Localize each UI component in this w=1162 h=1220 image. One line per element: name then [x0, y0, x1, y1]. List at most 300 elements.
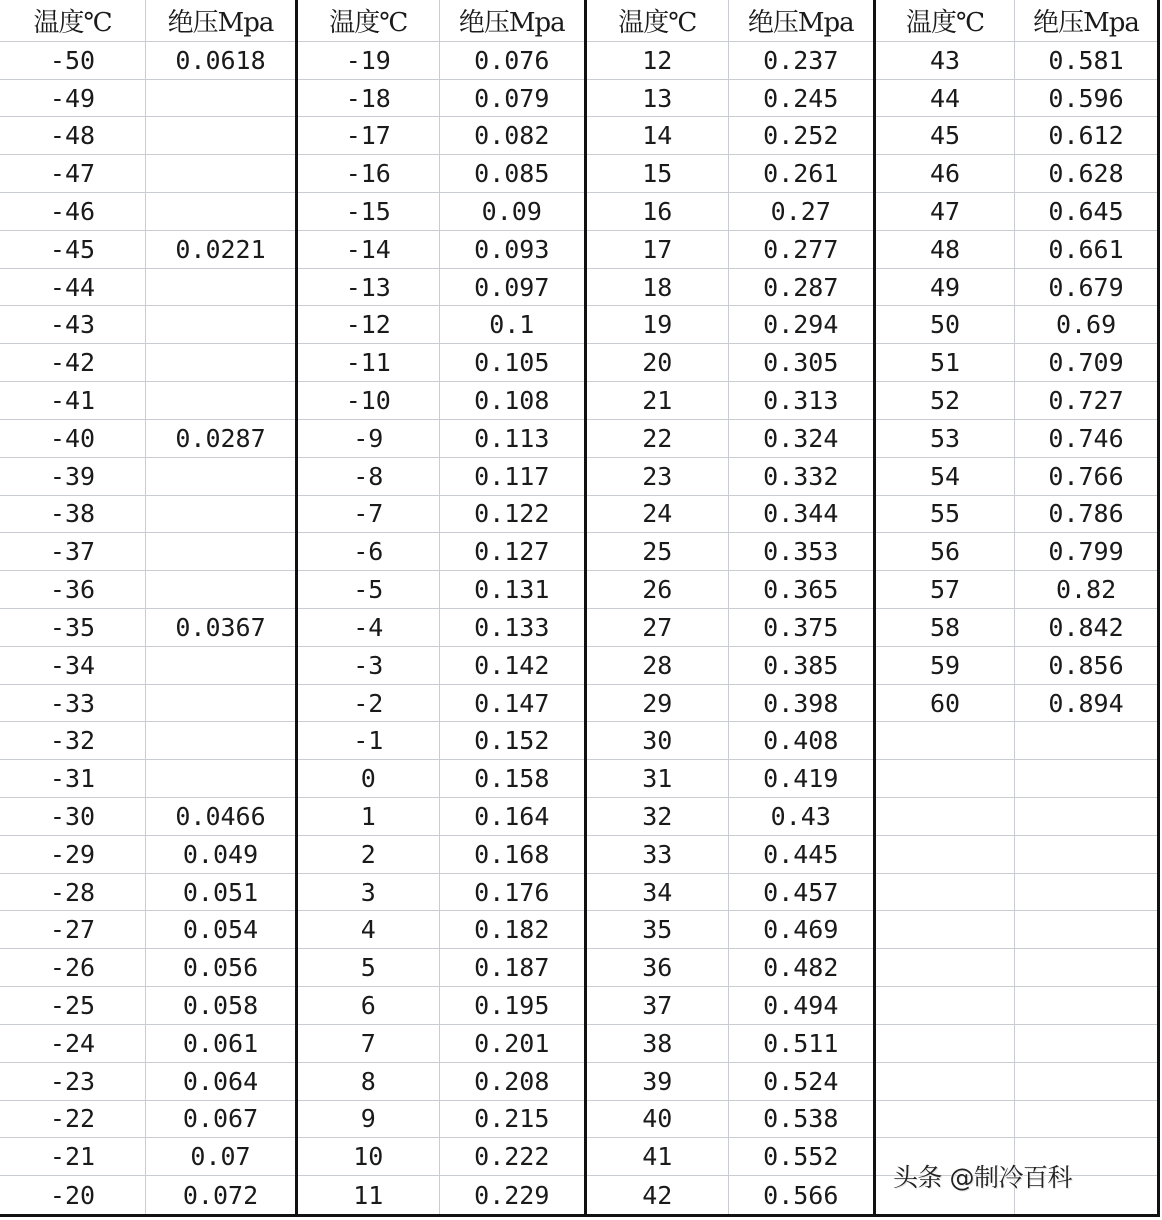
- pressure-cell[interactable]: 0.215: [474, 1104, 550, 1134]
- pressure-cell[interactable]: 0.679: [1048, 272, 1124, 302]
- pressure-cell[interactable]: 0.596: [1048, 83, 1124, 113]
- temperature-cell[interactable]: [876, 874, 1015, 911]
- pressure-cell[interactable]: 0.457: [763, 877, 839, 907]
- temperature-cell[interactable]: 30: [587, 722, 729, 759]
- temperature-cell[interactable]: 58: [876, 609, 1015, 646]
- temperature-cell[interactable]: -15: [298, 193, 440, 230]
- table-row: [587, 647, 873, 685]
- pressure-cell[interactable]: 0.277: [763, 234, 839, 264]
- temperature-cell[interactable]: 32: [587, 798, 729, 835]
- table-row: [587, 685, 873, 723]
- pressure-cell[interactable]: 0.182: [474, 915, 550, 945]
- temperature-cell[interactable]: 31: [587, 760, 729, 797]
- pressure-cell[interactable]: 0.072: [182, 1180, 259, 1210]
- pressure-cell[interactable]: 0.108: [474, 386, 550, 416]
- pressure-cell[interactable]: [146, 722, 295, 759]
- pressure-cell[interactable]: 0.566: [763, 1180, 839, 1210]
- pressure-cell[interactable]: 0.1: [489, 310, 535, 340]
- temperature-cell[interactable]: 45: [876, 117, 1015, 154]
- temperature-cell[interactable]: 40: [587, 1101, 729, 1138]
- temperature-cell[interactable]: 14: [587, 117, 729, 154]
- pressure-cell[interactable]: [146, 117, 295, 154]
- pressure-cell[interactable]: [146, 533, 295, 570]
- temperature-cell[interactable]: 23: [587, 458, 729, 495]
- pressure-cell[interactable]: 0.201: [474, 1028, 550, 1058]
- pressure-cell[interactable]: [1015, 874, 1157, 911]
- pressure-cell[interactable]: 0.076: [474, 45, 550, 75]
- temperature-cell[interactable]: [876, 911, 1015, 948]
- pressure-cell[interactable]: 0.152: [474, 726, 550, 756]
- pressure-cell[interactable]: 0.581: [1048, 45, 1124, 75]
- table-row: [0, 382, 295, 420]
- temperature-cell[interactable]: 1: [298, 798, 440, 835]
- pressure-cell[interactable]: 0.133: [474, 612, 550, 642]
- temperature-cell[interactable]: -19: [298, 42, 440, 79]
- table-row: [876, 1101, 1157, 1139]
- temperature-cell[interactable]: 7: [298, 1025, 440, 1062]
- pressure-cell[interactable]: 0.552: [763, 1142, 839, 1172]
- pressure-cell[interactable]: 0.786: [1048, 499, 1124, 529]
- temperature-cell[interactable]: 50: [876, 306, 1015, 343]
- table-row: [587, 722, 873, 760]
- temperature-cell[interactable]: -46: [0, 193, 146, 230]
- pressure-cell[interactable]: [1015, 911, 1157, 948]
- temperature-cell[interactable]: 28: [587, 647, 729, 684]
- column-group-2: [295, 0, 584, 1214]
- temperature-cell[interactable]: -42: [0, 344, 146, 381]
- pressure-cell[interactable]: 0.746: [1048, 423, 1124, 453]
- temperature-cell[interactable]: 20: [587, 344, 729, 381]
- temperature-cell[interactable]: -5: [298, 571, 440, 608]
- pressure-cell[interactable]: 0.067: [182, 1104, 259, 1134]
- pressure-cell[interactable]: 0.313: [763, 386, 839, 416]
- table-row: [876, 949, 1157, 987]
- pressure-cell[interactable]: 0.894: [1048, 688, 1124, 718]
- pressure-cell[interactable]: [146, 760, 295, 797]
- pressure-cell[interactable]: [1015, 836, 1157, 873]
- temperature-cell[interactable]: -45: [0, 231, 146, 268]
- pressure-cell[interactable]: 0.09: [481, 196, 542, 226]
- pressure-cell[interactable]: 0.482: [763, 953, 839, 983]
- temperature-cell[interactable]: -49: [0, 80, 146, 117]
- table-row: [876, 609, 1157, 647]
- pressure-cell[interactable]: 0.082: [474, 121, 550, 151]
- pressure-cell[interactable]: [146, 80, 295, 117]
- pressure-cell[interactable]: 0.051: [182, 877, 259, 907]
- temperature-cell[interactable]: 4: [298, 911, 440, 948]
- temperature-cell[interactable]: 53: [876, 420, 1015, 457]
- table-row: [0, 42, 295, 80]
- temperature-cell[interactable]: -37: [0, 533, 146, 570]
- pressure-cell[interactable]: 0.842: [1048, 612, 1124, 642]
- pressure-cell[interactable]: 0.176: [474, 877, 550, 907]
- temperature-cell[interactable]: -29: [0, 836, 146, 873]
- temperature-cell[interactable]: 13: [587, 80, 729, 117]
- temperature-cell[interactable]: -26: [0, 949, 146, 986]
- temperature-cell[interactable]: -33: [0, 685, 146, 722]
- temperature-cell[interactable]: -3: [298, 647, 440, 684]
- temperature-cell[interactable]: 55: [876, 496, 1015, 533]
- temperature-cell[interactable]: [876, 1063, 1015, 1100]
- temperature-cell[interactable]: 2: [298, 836, 440, 873]
- pressure-cell[interactable]: 0.131: [474, 575, 550, 605]
- pressure-cell[interactable]: 0.645: [1048, 196, 1124, 226]
- pressure-cell[interactable]: 0.122: [474, 499, 550, 529]
- temperature-cell[interactable]: -6: [298, 533, 440, 570]
- temperature-cell[interactable]: -24: [0, 1025, 146, 1062]
- pressure-cell[interactable]: 0.661: [1048, 234, 1124, 264]
- pressure-cell[interactable]: 0.294: [763, 310, 839, 340]
- temperature-cell[interactable]: [876, 949, 1015, 986]
- table-row: [298, 42, 584, 80]
- temperature-cell[interactable]: -50: [0, 42, 146, 79]
- pressure-cell[interactable]: [1015, 949, 1157, 986]
- temperature-cell[interactable]: -34: [0, 647, 146, 684]
- pressure-cell[interactable]: [1015, 722, 1157, 759]
- temperature-cell[interactable]: 25: [587, 533, 729, 570]
- temperature-cell[interactable]: 27: [587, 609, 729, 646]
- table-row: [298, 1025, 584, 1063]
- pressure-cell[interactable]: [146, 458, 295, 495]
- table-row: [0, 911, 295, 949]
- pressure-cell[interactable]: 0.332: [763, 461, 839, 491]
- pressure-cell[interactable]: 0.0287: [175, 423, 266, 453]
- pressure-cell[interactable]: 0.287: [763, 272, 839, 302]
- pressure-cell[interactable]: 0.494: [763, 991, 839, 1021]
- table-row: [587, 798, 873, 836]
- pressure-cell[interactable]: [146, 496, 295, 533]
- temperature-cell[interactable]: -2: [298, 685, 440, 722]
- temperature-cell[interactable]: 5: [298, 949, 440, 986]
- temperature-cell[interactable]: 22: [587, 420, 729, 457]
- pressure-cell[interactable]: 0.43: [770, 801, 831, 831]
- temperature-cell[interactable]: -43: [0, 306, 146, 343]
- temperature-cell[interactable]: 16: [587, 193, 729, 230]
- pressure-cell[interactable]: 0.385: [763, 650, 839, 680]
- pressure-cell[interactable]: 0.208: [474, 1066, 550, 1096]
- temperature-cell[interactable]: 43: [876, 42, 1015, 79]
- temperature-cell[interactable]: 21: [587, 382, 729, 419]
- pressure-cell[interactable]: 0.538: [763, 1104, 839, 1134]
- temperature-cell[interactable]: -38: [0, 496, 146, 533]
- temperature-cell[interactable]: 41: [587, 1138, 729, 1175]
- temperature-cell[interactable]: -18: [298, 80, 440, 117]
- pressure-cell[interactable]: 0.0221: [175, 234, 266, 264]
- table-row: [587, 1138, 873, 1176]
- temperature-cell[interactable]: -22: [0, 1101, 146, 1138]
- table-row: [0, 496, 295, 534]
- temperature-cell[interactable]: -16: [298, 155, 440, 192]
- pressure-cell[interactable]: 0.245: [763, 83, 839, 113]
- table-row: [298, 798, 584, 836]
- temperature-cell[interactable]: -14: [298, 231, 440, 268]
- temperature-cell[interactable]: 37: [587, 987, 729, 1024]
- table-row: [587, 571, 873, 609]
- pressure-cell[interactable]: 0.117: [474, 461, 550, 491]
- pressure-cell[interactable]: 0.27: [770, 196, 831, 226]
- pressure-cell[interactable]: 0.69: [1055, 310, 1117, 340]
- table-row: [587, 1025, 873, 1063]
- temperature-cell[interactable]: -47: [0, 155, 146, 192]
- temperature-cell[interactable]: 60: [876, 685, 1015, 722]
- temperature-cell[interactable]: 18: [587, 269, 729, 306]
- pressure-cell[interactable]: 0.0466: [175, 801, 266, 831]
- pressure-cell[interactable]: [1015, 798, 1157, 835]
- table-row: [0, 117, 295, 155]
- temperature-cell[interactable]: 39: [587, 1063, 729, 1100]
- pressure-cell[interactable]: 0.229: [474, 1180, 550, 1210]
- table-row: [876, 911, 1157, 949]
- temperature-cell[interactable]: 19: [587, 306, 729, 343]
- table-row: [876, 117, 1157, 155]
- pressure-cell[interactable]: [1015, 760, 1157, 797]
- table-row: [876, 533, 1157, 571]
- pressure-cell[interactable]: 0.237: [763, 45, 839, 75]
- table-row: [0, 722, 295, 760]
- temperature-cell[interactable]: 10: [298, 1138, 440, 1175]
- temperature-cell[interactable]: 52: [876, 382, 1015, 419]
- pressure-cell[interactable]: 0.164: [474, 801, 550, 831]
- pressure-cell[interactable]: 0.0618: [175, 45, 266, 75]
- temperature-cell[interactable]: 51: [876, 344, 1015, 381]
- temperature-cell[interactable]: 54: [876, 458, 1015, 495]
- temperature-cell[interactable]: 3: [298, 874, 440, 911]
- temperature-cell[interactable]: 49: [876, 269, 1015, 306]
- pressure-cell[interactable]: 0.105: [474, 348, 550, 378]
- temperature-cell[interactable]: 11: [298, 1176, 440, 1214]
- pressure-cell[interactable]: [1015, 1025, 1157, 1062]
- pressure-cell[interactable]: [146, 155, 295, 192]
- pressure-cell[interactable]: 0.195: [474, 991, 550, 1021]
- pressure-cell[interactable]: 0.344: [763, 499, 839, 529]
- table-row: [0, 798, 295, 836]
- table-row: [587, 382, 873, 420]
- pressure-cell[interactable]: 0.085: [474, 159, 550, 189]
- temperature-cell[interactable]: -4: [298, 609, 440, 646]
- temperature-cell[interactable]: -36: [0, 571, 146, 608]
- pressure-cell[interactable]: 0.469: [763, 915, 839, 945]
- pressure-cell[interactable]: 0.375: [763, 612, 839, 642]
- pressure-cell[interactable]: 0.261: [763, 159, 839, 189]
- pressure-cell[interactable]: 0.187: [474, 953, 550, 983]
- temperature-cell[interactable]: -30: [0, 798, 146, 835]
- pressure-cell[interactable]: 0.168: [474, 839, 550, 869]
- table-row: [0, 571, 295, 609]
- table-row: [587, 760, 873, 798]
- table-row: [298, 193, 584, 231]
- pressure-cell[interactable]: 0.365: [763, 575, 839, 605]
- temperature-cell[interactable]: 56: [876, 533, 1015, 570]
- temperature-cell[interactable]: -39: [0, 458, 146, 495]
- pressure-cell[interactable]: 0.097: [474, 272, 550, 302]
- pressure-cell[interactable]: [146, 685, 295, 722]
- table-row: [876, 420, 1157, 458]
- table-row: [298, 344, 584, 382]
- temperature-cell[interactable]: 38: [587, 1025, 729, 1062]
- temperature-cell[interactable]: -48: [0, 117, 146, 154]
- temperature-cell[interactable]: -21: [0, 1138, 146, 1175]
- table-row: [587, 193, 873, 231]
- pressure-cell[interactable]: 0.856: [1048, 650, 1124, 680]
- temperature-cell[interactable]: 17: [587, 231, 729, 268]
- temperature-cell[interactable]: 35: [587, 911, 729, 948]
- temperature-cell[interactable]: 34: [587, 874, 729, 911]
- pressure-cell[interactable]: 0.142: [474, 650, 550, 680]
- temperature-cell[interactable]: 15: [587, 155, 729, 192]
- temperature-cell[interactable]: [876, 798, 1015, 835]
- pressure-cell[interactable]: [146, 193, 295, 230]
- temperature-cell[interactable]: 59: [876, 647, 1015, 684]
- header-row: [587, 0, 873, 42]
- table-row: [0, 1101, 295, 1139]
- temperature-cell[interactable]: 8: [298, 1063, 440, 1100]
- table-row: [876, 836, 1157, 874]
- table-row: [587, 458, 873, 496]
- pressure-cell[interactable]: [146, 382, 295, 419]
- temperature-cell[interactable]: -44: [0, 269, 146, 306]
- table-row: [876, 344, 1157, 382]
- temperature-cell[interactable]: 24: [587, 496, 729, 533]
- table-row: [876, 382, 1157, 420]
- temperature-cell[interactable]: 47: [876, 193, 1015, 230]
- temperature-cell[interactable]: -17: [298, 117, 440, 154]
- pressure-cell[interactable]: [146, 571, 295, 608]
- temperature-cell[interactable]: -27: [0, 911, 146, 948]
- temperature-cell[interactable]: -9: [298, 420, 440, 457]
- pressure-cell[interactable]: 0.079: [474, 83, 550, 113]
- temperature-cell[interactable]: -25: [0, 987, 146, 1024]
- table-row: [876, 231, 1157, 269]
- pressure-cell[interactable]: 0.113: [474, 423, 550, 453]
- pressure-cell[interactable]: 0.766: [1048, 461, 1124, 491]
- pressure-cell[interactable]: 0.093: [474, 234, 550, 264]
- table-row: [298, 533, 584, 571]
- pressure-cell[interactable]: 0.408: [763, 726, 839, 756]
- temperature-cell[interactable]: 57: [876, 571, 1015, 608]
- temperature-cell[interactable]: -23: [0, 1063, 146, 1100]
- temperature-cell[interactable]: -40: [0, 420, 146, 457]
- temperature-cell[interactable]: 29: [587, 685, 729, 722]
- pressure-cell[interactable]: [1015, 987, 1157, 1024]
- pressure-cell[interactable]: 0.419: [763, 764, 839, 794]
- table-row: [298, 420, 584, 458]
- temperature-header: 温度℃: [876, 0, 1015, 41]
- pressure-cell[interactable]: [146, 269, 295, 306]
- pressure-cell[interactable]: 0.727: [1048, 386, 1124, 416]
- pressure-cell[interactable]: 0.147: [474, 688, 550, 718]
- temperature-cell[interactable]: -1: [298, 722, 440, 759]
- pressure-cell[interactable]: 0.0367: [175, 612, 266, 642]
- temperature-cell[interactable]: -32: [0, 722, 146, 759]
- temperature-cell[interactable]: 6: [298, 987, 440, 1024]
- temperature-cell[interactable]: 36: [587, 949, 729, 986]
- temperature-cell[interactable]: -41: [0, 382, 146, 419]
- temperature-cell[interactable]: [876, 760, 1015, 797]
- table-row: [876, 306, 1157, 344]
- pressure-cell[interactable]: 0.061: [182, 1028, 259, 1058]
- table-row: [0, 155, 295, 193]
- pressure-cell[interactable]: [1015, 1101, 1157, 1138]
- temperature-cell[interactable]: 26: [587, 571, 729, 608]
- temperature-cell[interactable]: 46: [876, 155, 1015, 192]
- temperature-cell[interactable]: -7: [298, 496, 440, 533]
- temperature-cell[interactable]: -10: [298, 382, 440, 419]
- temperature-cell[interactable]: [876, 1025, 1015, 1062]
- temperature-cell[interactable]: -8: [298, 458, 440, 495]
- pressure-cell[interactable]: 0.524: [763, 1066, 839, 1096]
- temperature-cell[interactable]: 12: [587, 42, 729, 79]
- pressure-cell[interactable]: 0.054: [182, 915, 259, 945]
- pressure-cell[interactable]: [1015, 1063, 1157, 1100]
- pressure-cell[interactable]: 0.127: [474, 537, 550, 567]
- pressure-cell[interactable]: [146, 647, 295, 684]
- pressure-cell[interactable]: 0.222: [474, 1142, 550, 1172]
- pressure-cell[interactable]: 0.252: [763, 121, 839, 151]
- temperature-cell[interactable]: 48: [876, 231, 1015, 268]
- pressure-cell[interactable]: 0.049: [182, 839, 259, 869]
- temperature-cell[interactable]: -31: [0, 760, 146, 797]
- pressure-cell[interactable]: [146, 344, 295, 381]
- pressure-cell[interactable]: 0.612: [1048, 121, 1124, 151]
- temperature-cell[interactable]: -28: [0, 874, 146, 911]
- table-row: [0, 609, 295, 647]
- table-row: [587, 306, 873, 344]
- temperature-cell[interactable]: -13: [298, 269, 440, 306]
- pressure-cell[interactable]: 0.058: [182, 991, 259, 1021]
- pressure-cell[interactable]: 0.628: [1048, 159, 1124, 189]
- temperature-cell[interactable]: 42: [587, 1176, 729, 1214]
- temperature-cell[interactable]: 0: [298, 760, 440, 797]
- pressure-cell[interactable]: 0.158: [474, 764, 550, 794]
- temperature-cell[interactable]: -12: [298, 306, 440, 343]
- temperature-cell[interactable]: -11: [298, 344, 440, 381]
- temperature-cell[interactable]: 33: [587, 836, 729, 873]
- pressure-cell[interactable]: 0.064: [182, 1066, 259, 1096]
- table-row: [298, 269, 584, 307]
- pressure-cell[interactable]: 0.511: [763, 1028, 839, 1058]
- table-row: [298, 117, 584, 155]
- table-row: [876, 760, 1157, 798]
- temperature-cell[interactable]: 9: [298, 1101, 440, 1138]
- table-row: [298, 496, 584, 534]
- table-row: [587, 609, 873, 647]
- pressure-cell[interactable]: 0.305: [763, 348, 839, 378]
- pressure-cell[interactable]: 0.324: [763, 423, 839, 453]
- pressure-cell[interactable]: 0.056: [182, 953, 259, 983]
- pressure-cell[interactable]: 0.07: [190, 1142, 251, 1172]
- pressure-cell[interactable]: 0.445: [763, 839, 839, 869]
- pressure-cell[interactable]: [146, 306, 295, 343]
- pressure-cell[interactable]: 0.398: [763, 688, 839, 718]
- pressure-cell[interactable]: 0.799: [1048, 537, 1124, 567]
- table-row: [876, 987, 1157, 1025]
- pressure-cell[interactable]: 0.353: [763, 537, 839, 567]
- temperature-cell[interactable]: 44: [876, 80, 1015, 117]
- table-row: [298, 987, 584, 1025]
- temperature-cell[interactable]: [876, 836, 1015, 873]
- temperature-cell[interactable]: [876, 1101, 1015, 1138]
- pressure-cell[interactable]: 0.82: [1055, 575, 1117, 605]
- table-row: [0, 193, 295, 231]
- table-row: [876, 722, 1157, 760]
- temperature-cell[interactable]: -35: [0, 609, 146, 646]
- pressure-cell[interactable]: 0.709: [1048, 348, 1124, 378]
- temperature-header: 温度℃: [298, 0, 440, 41]
- temperature-cell[interactable]: -20: [0, 1176, 146, 1214]
- table-row: [298, 1101, 584, 1139]
- temperature-cell[interactable]: [876, 987, 1015, 1024]
- temperature-cell[interactable]: [876, 722, 1015, 759]
